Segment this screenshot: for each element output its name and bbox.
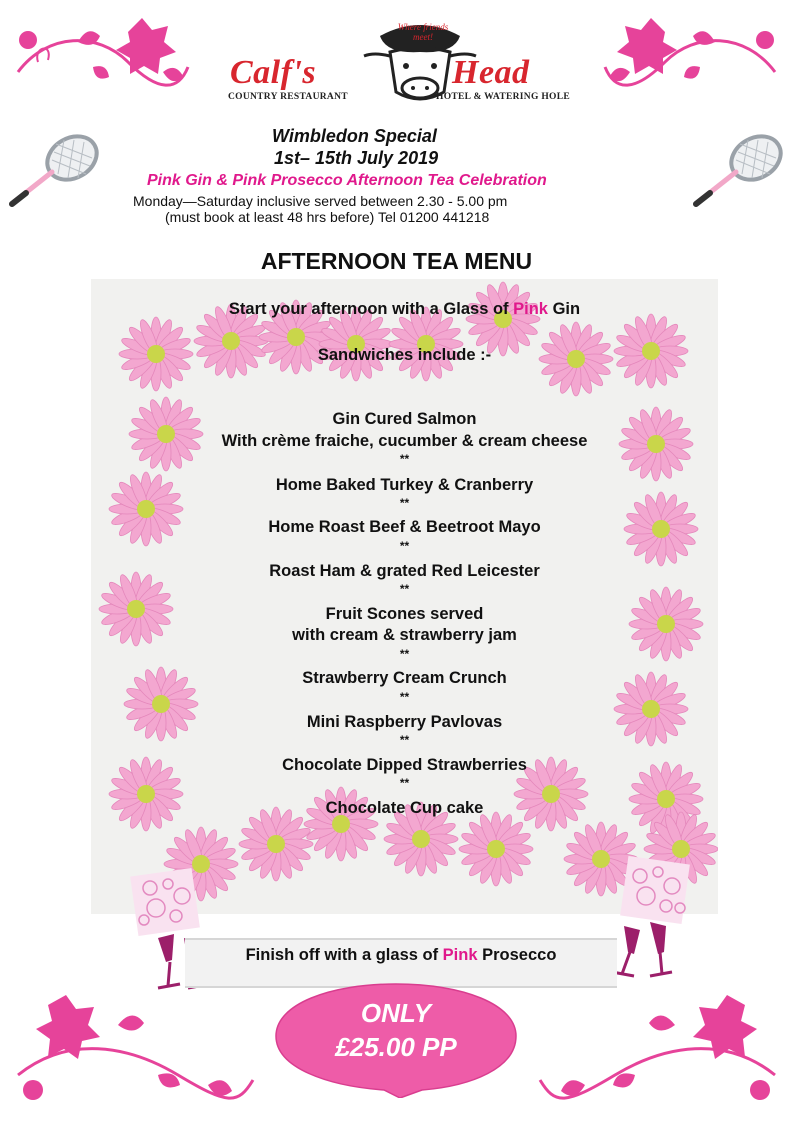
menu-intro — [91, 299, 718, 320]
menu-item: with cream & strawberry jam — [292, 626, 517, 644]
finish-text — [185, 946, 617, 965]
logo-subtitle-left: COUNTRY RESTAURANT — [228, 92, 348, 102]
menu-item: Home Roast Beef & Beetroot Mayo — [268, 518, 541, 536]
sandwiches-heading: Sandwiches include :- — [317, 346, 492, 364]
menu-item: Fruit Scones served — [325, 605, 484, 623]
tennis-racket-icon — [690, 132, 786, 208]
menu-separator: ** — [399, 733, 410, 747]
menu-item: Roast Ham & grated Red Leicester — [269, 562, 540, 580]
menu-separator: ** — [399, 776, 410, 790]
menu-item: Home Baked Turkey & Cranberry — [275, 476, 534, 494]
menu-separator: ** — [399, 582, 410, 596]
menu-item: With crème fraiche, cucumber & cream cheese — [221, 432, 588, 450]
serving-hours: Monday—Saturday inclusive served between 2.30 - 5.00 pm — [133, 193, 508, 209]
logo-subtitle-right: HOTEL & WATERING HOLE — [436, 92, 570, 102]
bubbles-icon — [130, 868, 200, 936]
flower-vine-icon — [530, 985, 785, 1115]
flower-vine-icon — [8, 12, 193, 102]
menu-separator: ** — [399, 452, 410, 466]
logo — [220, 14, 572, 112]
finish-pink: Pink — [442, 946, 478, 964]
menu-item: Gin Cured Salmon — [332, 410, 477, 428]
intro-pink: Pink — [513, 300, 548, 318]
menu-separator: ** — [399, 690, 410, 704]
daisy-icon — [459, 812, 533, 886]
event-dates: 1st– 15th July 2019 — [274, 148, 439, 168]
finish-end: Prosecco — [477, 946, 557, 964]
celebration-subtitle: Pink Gin & Pink Prosecco Afternoon Tea Celebration — [147, 172, 547, 189]
menu-title: AFTERNOON TEA MENU — [260, 248, 533, 274]
tennis-racket-icon — [6, 132, 102, 208]
menu-separator: ** — [399, 647, 410, 661]
logo-tagline: Where friends meet! — [397, 22, 449, 42]
finish-start: Finish off with a glass of — [245, 946, 443, 964]
menu-item: Strawberry Cream Crunch — [302, 669, 507, 687]
menu-item: Chocolate Dipped Strawberries — [282, 756, 527, 774]
menu-item: Chocolate Cup cake — [325, 799, 484, 817]
event-title: Wimbledon Special — [272, 126, 437, 146]
booking-info: (must book at least 48 hrs before) Tel 01200 441218 — [165, 209, 490, 225]
logo-brand-left: Calf's — [230, 54, 317, 91]
intro-start: Start your afternoon with a Glass of — [228, 300, 514, 318]
menu-separator: ** — [399, 496, 410, 510]
menu-item: Mini Raspberry Pavlovas — [306, 713, 503, 731]
flower-vine-icon — [600, 12, 785, 102]
intro-end: Gin — [547, 300, 581, 318]
price-line-1: ONLY — [360, 998, 432, 1028]
flower-vine-icon — [8, 985, 258, 1115]
menu-separator: ** — [399, 539, 410, 553]
price-label — [272, 996, 520, 1064]
logo-brand-right: Head — [452, 54, 530, 91]
price-line-2: £25.00 PP — [335, 1032, 457, 1062]
